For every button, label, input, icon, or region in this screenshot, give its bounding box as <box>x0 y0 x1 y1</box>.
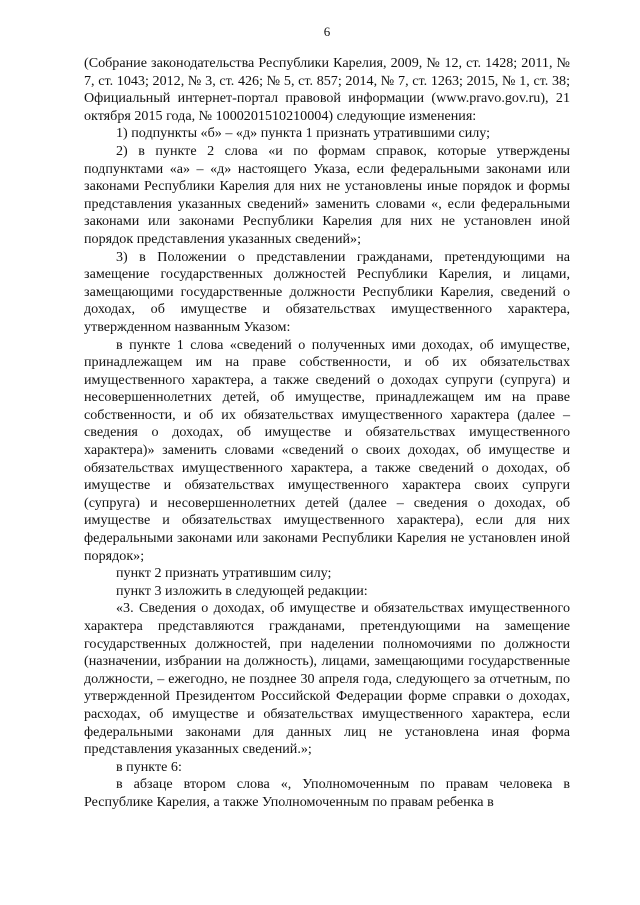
paragraph: пункт 2 признать утратившим силу; <box>116 565 332 582</box>
paragraph: в пункте 1 слова «сведений о полученных ими доходах, об имуществе, принадлежащем им на праве собственности, и об их обязательствах имущественного характера, а также сведений о доходах супруги (супруга) и несовершеннолетних детей, об имуществе, принадлежащем им на праве собственности, и об их обязательствах имущественного характера (далее – сведения о доходах, об имуществе и обязательствах имущественного характера)» заменить словами «сведений о своих доходах, об имуществе и обязательствах имущественного характера, а также сведений о доходах, об имуществе и обязательствах имущественного характера своих супруги (супруга) и несовершеннолетних детей (далее – сведения о доходах, об имуществе и обязательствах имущественного характера), если для них федеральными законами или законами Республики Карелия не установлен иной порядок»; <box>84 336 570 564</box>
paragraph: (Собрание законодательства Республики Карелия, 2009, № 12, ст. 1428; 2011, № 7, ст. 1043; 2012, № 3, ст. 426; № 5, ст. 857; 2014, № 7, ст. 1263; 2015, № 1, ст. 38; Официальный интернет-портал правовой информации (www.pravo.gov.ru), 21 октября 2015 года, № 1000201510210004) следующие изменения: <box>84 55 570 124</box>
paragraph: 3) в Положении о представлении гражданами, претендующими на замещение государственных должностей Республики Карелия, и лицами, замещающими государственные должности Республики Карелия, сведений о доходах, об имуществе и обязательствах имущественного характера, утвержденном названным Указом: <box>84 248 570 335</box>
paragraph: 2) в пункте 2 слова «и по формам справок, которые утверждены подпунктами «а» – «д» настоящего Указа, если федеральными законами или законами Республики Карелия для них не установлены иные порядок и формы представления указанных сведений» заменить словами «, если федеральными законами или законами Республики Карелия для них не установлен иной порядок представления указанных сведений»; <box>84 142 570 247</box>
paragraph: в пункте 6: <box>116 758 182 775</box>
paragraph: «3. Сведения о доходах, об имуществе и обязательствах имущественного характера представляются гражданами, претендующими на замещение государственных должностей, при наделении полномочиями по должности (назначении, избрании на должность), лицами, замещающими государственные должности, – ежегодно, не позднее 30 апреля года, следующего за отчетным, по утвержденной Президентом Российской Федерации форме справки о доходах, расходах, об имуществе и обязательствах имущественного характера, если федеральными законами для данных лиц не установлена иная форма представления указанных сведений.»; <box>84 600 570 758</box>
paragraph: 1) подпункты «б» – «д» пункта 1 признать утратившими силу; <box>116 125 491 142</box>
document-body <box>84 55 570 812</box>
paragraph: в абзаце втором слова «, Уполномоченным по правам человека в Республике Карелия, а также Уполномоченным по правам ребенка в <box>84 776 570 810</box>
paragraph: пункт 3 изложить в следующей редакции: <box>116 582 368 599</box>
page-number: 6 <box>323 24 331 39</box>
